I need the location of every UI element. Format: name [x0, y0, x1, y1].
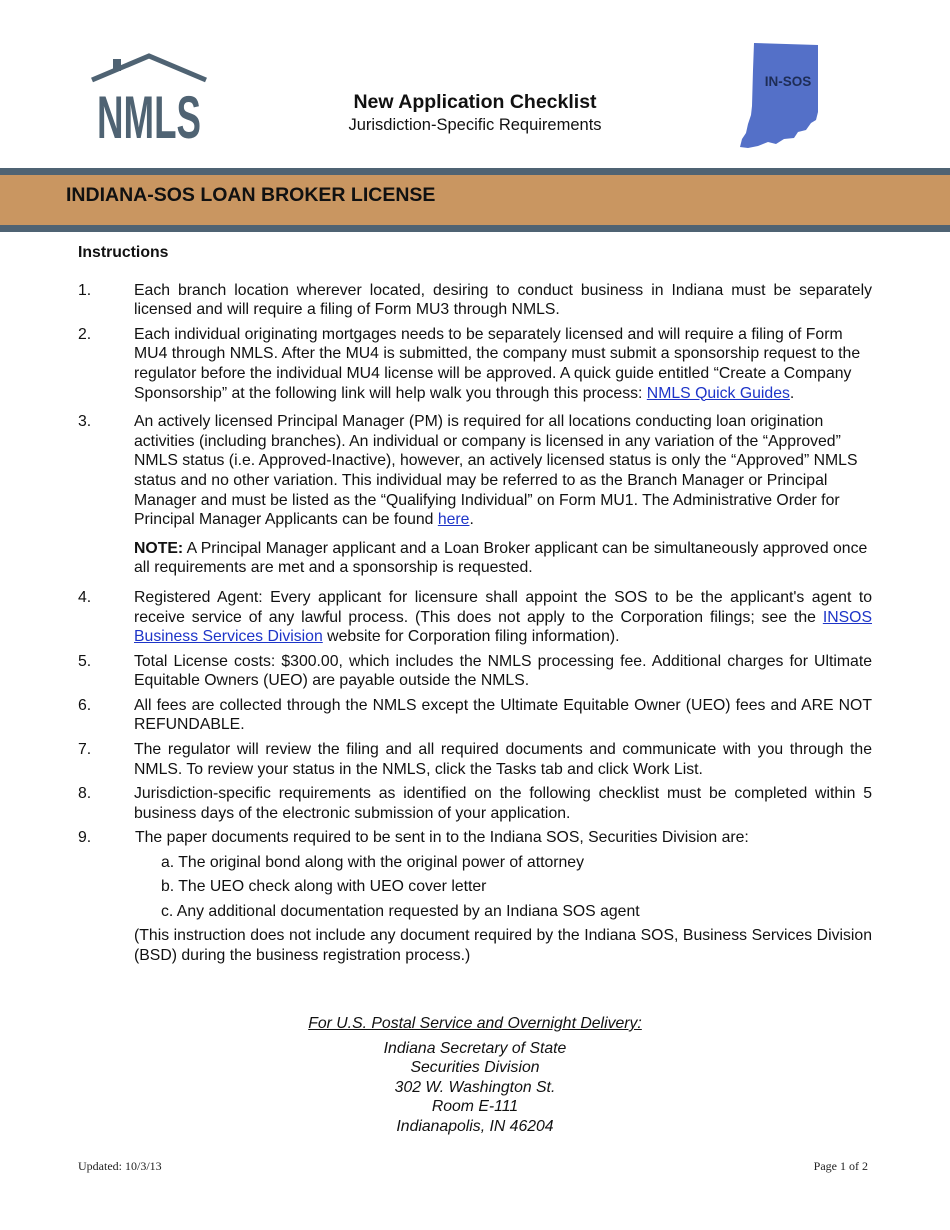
list-item: c. Any additional documentation requested by an Indiana SOS agent	[161, 902, 640, 920]
updated-date: Updated: 10/3/13	[78, 1159, 162, 1173]
banner-bottom-rule	[0, 225, 950, 232]
page-subtitle: Jurisdiction-Specific Requirements	[348, 116, 602, 134]
title-block	[275, 90, 675, 136]
list-item: a. The original bond along with the original power of attorney	[161, 854, 584, 872]
instruction-item-3: 3. An actively licensed Principal Manager (PM) is required for all locations conducting loan origination activities (including branches). An individual or company is licensed in any variation of the “Approved” NMLS status (i.e. Approved-Inactive), however, an actively licensed status is only the “Approved” NMLS status and no other variation. This individual may be referred to as the Branch Manager or Principal Manager and must be listed as the “Qualifying Individual” on Form MU1. The Administrative Order for Principal Manager Applicants can be found here.	[78, 413, 858, 529]
instruction-item-4: 4. Registered Agent: Every applicant for licensure shall appoint the SOS to be the applicant's agent to receive service of any lawful process. (This does not apply to the Corporation filings; see the INSOS Business Services Division website for Corporation filing information).	[78, 588, 872, 646]
paper-documents-list	[161, 853, 872, 921]
address-line: Indianapolis, IN 46204	[396, 1117, 554, 1135]
indiana-map-icon	[736, 40, 822, 150]
instruction-item-9: 9. The paper documents required to be sent in to the Indiana SOS, Securities Division are:	[78, 829, 749, 847]
address-heading: For U.S. Postal Service and Overnight Delivery:	[308, 1015, 642, 1032]
banner-top-rule	[0, 168, 950, 175]
page-number: Page 1 of 2	[813, 1159, 868, 1173]
instruction-item-6: 6. All fees are collected through the NMLS except the Ultimate Equitable Owner (UEO) fees and ARE NOT REFUNDABLE.	[78, 696, 872, 734]
bsd-note: (This instruction does not include any document required by the Indiana SOS, Business Services Division (BSD) during the business registration process.)	[134, 927, 872, 964]
address-line: Securities Division	[410, 1059, 540, 1077]
instruction-item-1: 1. Each branch location wherever located, desiring to conduct business in Indiana must be separately licensed and will require a filing of Form MU3 through NMLS.	[78, 281, 872, 319]
instruction-item-5: 5. Total License costs: $300.00, which includes the NMLS processing fee. Additional charges for Ultimate Equitable Owners (UEO) are payable outside the NMLS.	[78, 652, 872, 690]
address-line: 302 W. Washington St.	[394, 1078, 556, 1096]
address-line: Room E-111	[431, 1098, 519, 1116]
instruction-item-2: 2. Each individual originating mortgages needs to be separately licensed and will require a filing of Form MU4 through NMLS. After the MU4 is submitted, the company must submit a sponsorship request to the regulator before the individual MU4 license will be approved. A quick guide entitled “Create a Company Sponsorship” at the following link will help walk you through this process: NMLS Quick Guides.	[78, 325, 861, 402]
list-item: b. The UEO check along with UEO cover letter	[161, 878, 487, 896]
instructions-section	[78, 243, 872, 965]
page-title: New Application Checklist	[353, 91, 597, 113]
instruction-item-7: 7. The regulator will review the filing and all required documents and communicate with you through the NMLS. To review your status in the NMLS, click the Tasks tab and click Work List.	[78, 741, 872, 778]
nmls-quick-guides-link[interactable]: NMLS Quick Guides	[646, 384, 790, 402]
license-title: INDIANA-SOS LOAN BROKER LICENSE	[66, 184, 436, 206]
insos-business-services-link[interactable]: INSOS Business Services Division	[134, 608, 872, 646]
instructions-heading: Instructions	[78, 244, 169, 261]
address-line: Indiana Secretary of State	[383, 1039, 567, 1057]
state-code: IN-SOS	[764, 74, 812, 89]
nmls-logo	[88, 52, 210, 151]
mailing-address	[0, 1014, 950, 1137]
principal-manager-note: NOTE: A Principal Manager applicant and a Loan Broker applicant can be simultaneously approved once all requirements are met and a sponsorship is requested.	[134, 539, 868, 577]
svg-text:NMLS: NMLS	[97, 84, 201, 151]
instruction-item-8: 8. Jurisdiction-specific requirements as identified on the following checklist must be completed within 5 business days of the electronic submission of your application.	[78, 785, 872, 822]
principal-manager-order-link[interactable]: here	[437, 511, 470, 529]
